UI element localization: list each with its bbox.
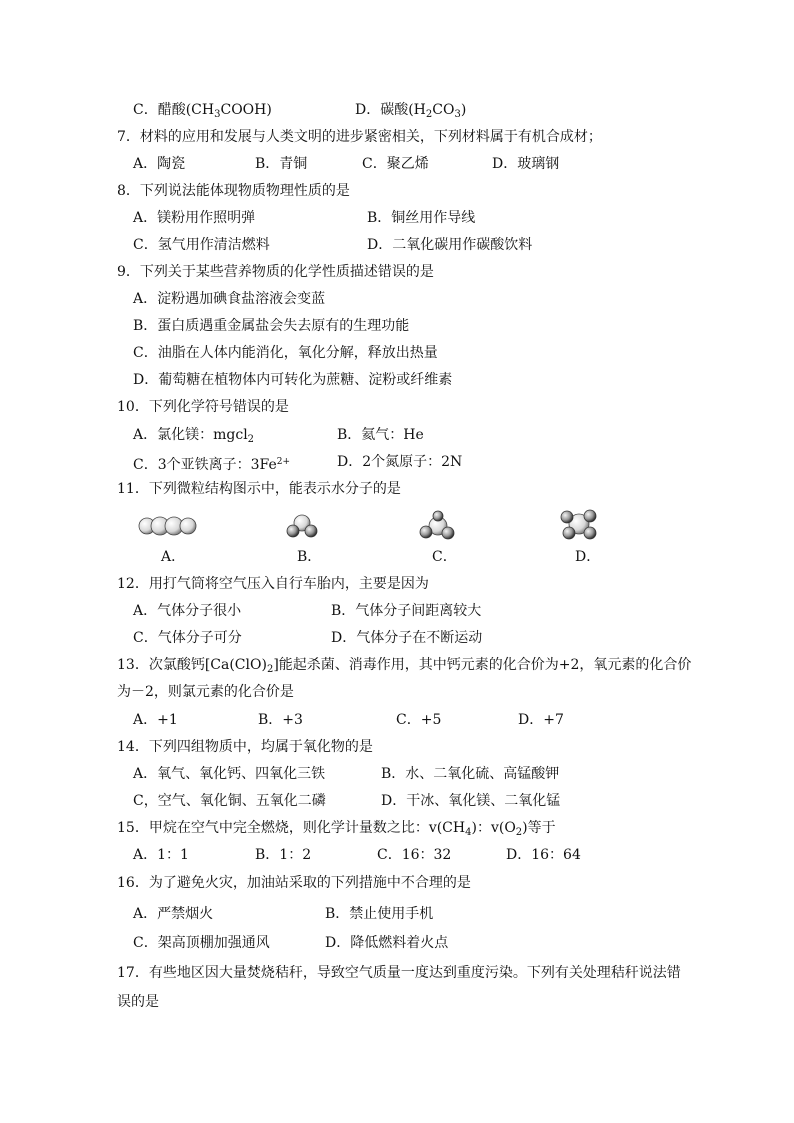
q17-stem-continued: 误的是 xyxy=(117,994,159,1010)
q11-stem: 11．下列微粒结构图示中，能表示水分子的是 xyxy=(117,481,401,497)
q7-option-d: D．玻璃钢 xyxy=(492,156,560,172)
q10-stem: 10．下列化学符号错误的是 xyxy=(117,399,289,415)
q16-option-a: A．严禁烟火 xyxy=(133,906,214,922)
q17-stem: 17．有些地区因大量焚烧秸秆，导致空气质量一度达到重度污染。下列有关处理秸秆说法错 xyxy=(117,965,681,981)
q7-option-c: C．聚乙烯 xyxy=(362,156,429,172)
q11-option-b: B． xyxy=(297,549,322,565)
q16-stem: 16．为了避免火灾，加油站采取的下列措施中不合理的是 xyxy=(117,875,471,891)
q14-option-a: A．氧气、氧化钙、四氧化三铁 xyxy=(133,766,326,782)
q12-stem: 12．用打气筒将空气压入自行车胎内，主要是因为 xyxy=(117,576,429,592)
q6-option-d: D．碳酸$(H_2CO_3)$ xyxy=(355,102,467,120)
molecule-c-image xyxy=(418,510,458,542)
q14-option-d: D．干冰、氧化镁、二氧化锰 xyxy=(381,793,561,809)
q13-option-c: C．+5 xyxy=(396,712,442,728)
q9-option-b: B．蛋白质遇重金属盐会失去原有的生理功能 xyxy=(133,318,410,334)
q9-option-a: A．淀粉遇加碘食盐溶液会变蓝 xyxy=(133,291,326,307)
q13-option-d: D．+7 xyxy=(518,712,564,728)
q15-option-a: A．1：1 xyxy=(133,847,189,863)
q10-option-a: A．氯化镁：mgcl$_2$ xyxy=(133,427,255,445)
q13-option-a: A．+1 xyxy=(133,712,178,728)
molecule-d-image xyxy=(557,506,601,542)
q14-option-c: C，空气、氧化铜、五氧化二磷 xyxy=(133,793,326,809)
q8-option-b: B．铜丝用作导线 xyxy=(367,210,476,226)
q9-stem: 9．下列关于某些营养物质的化学性质描述错误的是 xyxy=(117,264,434,280)
q7-stem: 7．材料的应用和发展与人类文明的进步紧密相关，下列材料属于有机合成材； xyxy=(117,129,602,145)
q8-stem: 8．下列说法能体现物质物理性质的是 xyxy=(117,183,350,199)
q15-option-b: B．1：2 xyxy=(255,847,312,863)
q8-option-d: D．二氧化碳用作碳酸饮料 xyxy=(367,237,533,253)
q9-option-c: C．油脂在人体内能消化，氧化分解，释放出热量 xyxy=(133,345,438,361)
q13-stem-continued: 为－2，则氯元素的化合价是 xyxy=(117,684,294,700)
q16-option-b: B．禁止使用手机 xyxy=(325,906,434,922)
q13-stem: 13．次氯酸钙$[Ca(ClO)_2]$能起杀菌、消毒作用，其中钙元素的化合价为+2，氧元素的化合价 xyxy=(117,657,692,675)
q12-option-d: D．气体分子在不断运动 xyxy=(331,630,483,646)
q11-option-d: D． xyxy=(575,549,601,565)
q14-stem: 14．下列四组物质中，均属于氧化物的是 xyxy=(117,739,373,755)
q10-option-d: D．2个氮原子：2N xyxy=(337,454,463,470)
q15-option-c: C．16：32 xyxy=(377,847,452,863)
molecule-b-image xyxy=(284,512,320,540)
q15-option-d: D．16：64 xyxy=(506,847,581,863)
molecule-a-image xyxy=(138,512,198,540)
q11-option-c: C． xyxy=(432,549,457,565)
q16-option-c: C．架高顶棚加强通风 xyxy=(133,935,270,951)
q10-option-b: B．氦气：He xyxy=(337,427,424,443)
q15-stem: 15．甲烷在空气中完全燃烧，则化学计量数之比：$v(CH_4)$：$v(O_2)$等于 xyxy=(117,820,556,838)
q11-option-a: A． xyxy=(161,549,186,565)
q12-option-c: C．气体分子可分 xyxy=(133,630,242,646)
q8-option-c: C．氢气用作清洁燃料 xyxy=(133,237,270,253)
q7-option-a: A．陶瓷 xyxy=(133,156,186,172)
q7-option-b: B．青铜 xyxy=(255,156,308,172)
q9-option-d: D．葡萄糖在植物体内可转化为蔗糖、淀粉或纤维素 xyxy=(133,372,453,388)
q8-option-a: A．镁粉用作照明弹 xyxy=(133,210,256,226)
q6-option-c: C．醋酸$(CH_3COOH)$ xyxy=(133,102,272,120)
q13-option-b: B．+3 xyxy=(258,712,303,728)
q10-option-c: C．3个亚铁离子：$3Fe^{2+}$ xyxy=(133,457,291,473)
q14-option-b: B．水、二氧化硫、高锰酸钾 xyxy=(381,766,560,782)
q16-option-d: D．降低燃料着火点 xyxy=(325,935,449,951)
q12-option-b: B．气体分子间距离较大 xyxy=(331,603,482,619)
q12-option-a: A．气体分子很小 xyxy=(133,603,242,619)
